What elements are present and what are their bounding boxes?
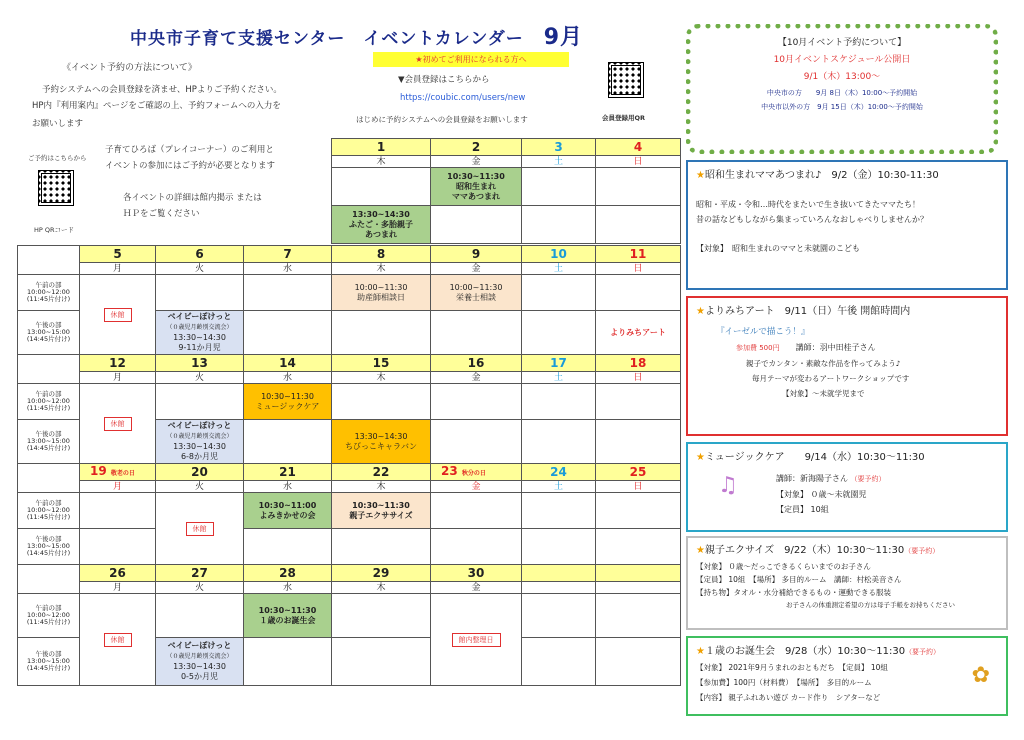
event-detail-music: ★ミュージックケア 9/14（水）10:30～11:30 講師：新海陽子さん （要予約） 【対象】 ０歳～未就園児 【定員】 10組 ♫ — [686, 442, 1008, 532]
closed-maintenance-badge: 館内整理日 — [452, 633, 501, 647]
dow-wed: 水 — [244, 372, 332, 384]
date-25: 25 — [596, 464, 681, 481]
oct-date: 9/1（木）13:00～ — [803, 72, 881, 82]
hp-qr-code-icon[interactable] — [38, 170, 74, 206]
event-detail-birthday: ★１歳のお誕生会 9/28（水）10:30～11:30（要予約） 【対象】 2021年9月うまれのおともだち 【定員】 10組 【参加費】100円（材料費） 【場所】 多目的ルーム 【内容】 親子ふれあい遊び カード作り シアターなど ✿ — [686, 636, 1008, 716]
calendar-week-1 — [331, 138, 681, 244]
dow-tue: 火 — [156, 582, 244, 594]
date-8: 8 — [332, 246, 431, 263]
date-28: 28 — [244, 565, 332, 582]
dow-mon: 月 — [80, 372, 156, 384]
pm-label: 午後の部 13:00~15:00 (14:45片付け) — [18, 529, 80, 565]
event-baby-pocket[interactable]: ベイビーぽけっと （０歳児月齢別交流会） 13:30~14:30 9-11か月児 — [156, 311, 244, 355]
dow-mon: 月 — [80, 582, 156, 594]
dow-mon: 月 — [80, 263, 156, 275]
dow-wed: 水 — [244, 582, 332, 594]
reserve-text-3: お願いします — [32, 119, 84, 129]
date-26: 26 — [80, 565, 156, 582]
am-label: 午前の部 10:00~12:00 (11:45片付け) — [18, 493, 80, 529]
event-twins[interactable]: 13:30~14:30 ふたご・多胎親子 あつまれ — [332, 206, 431, 244]
reserve-text-6: 各イベントの詳細は館内掲示 または — [123, 193, 262, 203]
date-3: 3 — [522, 139, 596, 156]
date-21: 21 — [244, 464, 332, 481]
date-16: 16 — [431, 355, 522, 372]
member-register-note: はじめに予約システムへの会員登録をお願いします — [356, 115, 528, 124]
hp-note: ご予約はこちらから — [28, 154, 87, 162]
dow-tue: 火 — [156, 263, 244, 275]
dow-sat: 土 — [522, 156, 596, 168]
event-detail-showa: ★昭和生まれママあつまれ♪ 9/2（金）10:30-11:30 昭和・平成・令和…時代をまたいで生き抜いてきたママたち！ 昔の話などもしながら集まっていろんなおしゃべりしませんか？ 【対象】 昭和生まれのママと未就園のこども — [686, 160, 1008, 290]
closed-badge: 休館 — [104, 417, 132, 431]
dow-sat: 土 — [522, 372, 596, 384]
am-label: 午前の部 10:00~12:00 (11:45片付け) — [18, 384, 80, 420]
date-22: 22 — [332, 464, 431, 481]
closed-badge: 休館 — [104, 308, 132, 322]
date-2: 2 — [431, 139, 522, 156]
date-20: 20 — [156, 464, 244, 481]
date-23: 23 秋分の日 — [431, 464, 522, 481]
pm-label: 午後の部 13:00~15:00 (14:45片付け) — [18, 420, 80, 464]
member-register-url[interactable]: https://coubic.com/users/new — [400, 93, 526, 103]
member-qr-label: 会員登録用QR — [602, 114, 646, 122]
event-baby-pocket[interactable]: ベイビーぽけっと （０歳児月齢別交流会） 13:30~14:30 6-8か月児 — [156, 420, 244, 464]
event-birthday[interactable]: 10:30~11:30 １歳のお誕生会 — [244, 594, 332, 638]
music-notes-icon: ♫ — [718, 473, 738, 498]
date-1: 1 — [332, 139, 431, 156]
date-24: 24 — [522, 464, 596, 481]
date-9: 9 — [431, 246, 522, 263]
hp-qr-label: HP QRコード — [34, 226, 75, 234]
dow-sat: 土 — [522, 263, 596, 275]
date-5: 5 — [80, 246, 156, 263]
closed-badge: 休館 — [186, 522, 214, 536]
date-14: 14 — [244, 355, 332, 372]
dow-tue: 火 — [156, 481, 244, 493]
date-13: 13 — [156, 355, 244, 372]
dow-sun: 日 — [596, 263, 681, 275]
event-detail-art: ★よりみちアート 9/11（日）午後 開館時間内 『イーゼルで描こう！』 参加費 500円 講師：羽中田桂子さん 親子でカンタン・素敵な作品を作ってみよう♪ 毎月テーマが変わるアートワークショップです 【対象】～未就学児まで — [686, 296, 1008, 436]
dow-fri: 金 — [431, 481, 522, 493]
event-storytime[interactable]: 10:30~11:00 よみきかせの会 — [244, 493, 332, 529]
date-18: 18 — [596, 355, 681, 372]
date-17: 17 — [522, 355, 596, 372]
closed-badge: 休館 — [104, 633, 132, 647]
am-label: 午前の部 10:00~12:00 (11:45片付け) — [18, 594, 80, 638]
dow-sun: 日 — [596, 481, 681, 493]
reserve-text-2: HP内『利用案内』ページをご確認の上、予約フォームへの入力を — [32, 101, 281, 111]
dow-sun: 日 — [596, 156, 681, 168]
dow-thu: 木 — [332, 263, 431, 275]
reserve-text-4: 子育てひろば（プレイコーナー）のご利用と — [105, 145, 274, 155]
event-baby-pocket[interactable]: ベイビーぽけっと （０歳児月齢別交流会） 13:30~14:30 0-5か月児 — [156, 638, 244, 686]
event-detail-exercise: ★親子エクサイズ 9/22（木）10:30～11:30（要予約） 【対象】 ０歳～だっこできるくらいまでのお子さん 【定員】 10組 【場所】 多目的ルーム 講師：村松美音さん 【持ち物】タオル・水分補給できるもの・運動できる服装 お子さんの体重測定希望の方は母子手帳をお持ちください — [686, 536, 1008, 630]
dow-thu: 木 — [332, 372, 431, 384]
date-10: 10 — [522, 246, 596, 263]
dow-wed: 水 — [244, 481, 332, 493]
event-exercise[interactable]: 10:30~11:30 親子エクササイズ — [332, 493, 431, 529]
member-qr-code-icon[interactable] — [608, 62, 644, 98]
first-time-banner: ★初めてご利用になられる方へ — [373, 52, 569, 67]
dow-sat: 土 — [522, 481, 596, 493]
oct-schedule: 10月イベントスケジュール公開日 — [773, 55, 911, 65]
dow-sun: 日 — [596, 372, 681, 384]
event-yorimichi-art[interactable]: よりみちアート — [596, 311, 681, 355]
date-27: 27 — [156, 565, 244, 582]
pm-label: 午後の部 13:00~15:00 (14:45片付け) — [18, 311, 80, 355]
event-showa-mama[interactable]: 10:30~11:30 昭和生まれ ママあつまれ — [431, 168, 522, 206]
reserve-heading: 《イベント予約の方法について》 — [62, 63, 197, 73]
member-register-text: ▼会員登録はこちらから — [398, 75, 490, 85]
date-30: 30 — [431, 565, 522, 582]
date-19: 19 敬老の日 — [80, 464, 156, 481]
pm-label: 午後の部 13:00~15:00 (14:45片付け) — [18, 638, 80, 686]
date-6: 6 — [156, 246, 244, 263]
date-15: 15 — [332, 355, 431, 372]
event-nutrition[interactable]: 10:00~11:30 栄養士相談 — [431, 275, 522, 311]
event-music-care[interactable]: 10:30~11:30 ミュージックケア — [244, 384, 332, 420]
dow-thu: 木 — [332, 582, 431, 594]
dow-fri: 金 — [431, 156, 522, 168]
page-title: 中央市子育て支援センター イベントカレンダー 9月 — [130, 25, 584, 50]
date-7: 7 — [244, 246, 332, 263]
dow-mon: 月 — [80, 481, 156, 493]
dow-fri: 金 — [431, 372, 522, 384]
cake-icon: ✿ — [971, 663, 990, 688]
dow-wed: 水 — [244, 263, 332, 275]
october-reservation-box: 【10月イベント予約について】 10月イベントスケジュール公開日 9/1（木）13:00～ 中央市の方 9月 8日（木）10:00～予約開始 中央市以外の方 9月 15日（木）10:00～予約開始 — [686, 24, 998, 154]
reserve-text-5: イベントの参加にはご予約が必要となります — [105, 161, 276, 171]
event-midwife[interactable]: 10:00~11:30 助産師相談日 — [332, 275, 431, 311]
date-11: 11 — [596, 246, 681, 263]
date-29: 29 — [332, 565, 431, 582]
dow-fri: 金 — [431, 263, 522, 275]
date-4: 4 — [596, 139, 681, 156]
date-12: 12 — [80, 355, 156, 372]
dow-tue: 火 — [156, 372, 244, 384]
reserve-text-1: 予約システムへの会員登録を済ませ、HPよりご予約ください。 — [42, 85, 282, 95]
reserve-text-7: ＨＰをご覧ください — [123, 209, 200, 219]
am-label: 午前の部 10:00~12:00 (11:45片付け) — [18, 275, 80, 311]
calendar-main — [17, 245, 681, 686]
oct-title: 【10月イベント予約について】 — [777, 38, 907, 48]
dow-fri: 金 — [431, 582, 522, 594]
event-caravan[interactable]: 13:30~14:30 ちびっこキャラバン — [332, 420, 431, 464]
dow-thu: 木 — [332, 156, 431, 168]
dow-thu: 木 — [332, 481, 431, 493]
